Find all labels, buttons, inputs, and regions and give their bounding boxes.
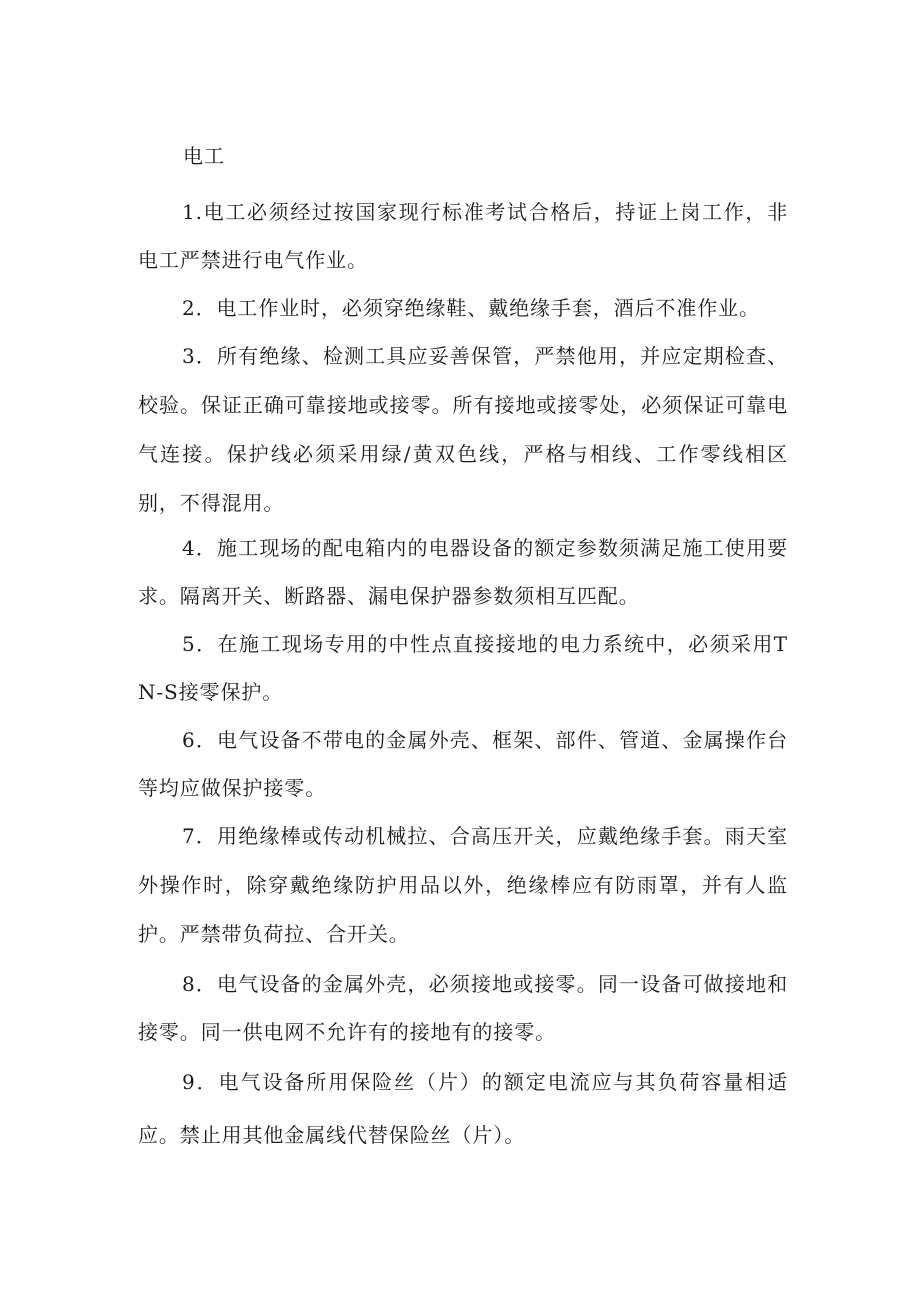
rule-paragraph-7: 7．用绝缘棒或传动机械拉、合高压开关，应戴绝缘手套。雨天室外操作时，除穿戴绝缘防护用品以外，绝缘棒应有防雨罩，并有人监护。严禁带负荷拉、合开关。	[138, 824, 788, 946]
rule-paragraph-1: 1.电工必须经过按国家现行标准考试合格后，持证上岗工作，非电工严禁进行电气作业。	[138, 200, 788, 272]
rule-paragraph-6: 6．电气设备不带电的金属外壳、框架、部件、管道、金属操作台等均应做保护接零。	[138, 728, 788, 800]
rule-paragraph-2: 2．电工作业时，必须穿绝缘鞋、戴绝缘手套，酒后不准作业。	[182, 296, 760, 320]
rule-paragraph-9: 9．电气设备所用保险丝（片）的额定电流应与其负荷容量相适应。禁止用其他金属线代替保险丝（片）。	[138, 1070, 788, 1147]
rule-paragraph-3: 3．所有绝缘、检测工具应妥善保管，严禁他用，并应定期检查、校验。保证正确可靠接地或接零。所有接地或接零处，必须保证可靠电气连接。保护线必须采用绿/黄双色线，严格与相线、工作零线相区别，不得混用。	[138, 344, 788, 515]
rule-paragraph-4: 4．施工现场的配电箱内的电器设备的额定参数须满足施工使用要求。隔离开关、断路器、漏电保护器参数须相互匹配。	[138, 536, 788, 608]
document-title: 电工	[183, 144, 225, 168]
rule-paragraph-8: 8．电气设备的金属外壳，必须接地或接零。同一设备可做接地和接零。同一供电网不允许有的接地有的接零。	[138, 972, 788, 1044]
rule-paragraph-5: 5．在施工现场专用的中性点直接接地的电力系统中，必须采用TN-S接零保护。	[138, 632, 788, 704]
